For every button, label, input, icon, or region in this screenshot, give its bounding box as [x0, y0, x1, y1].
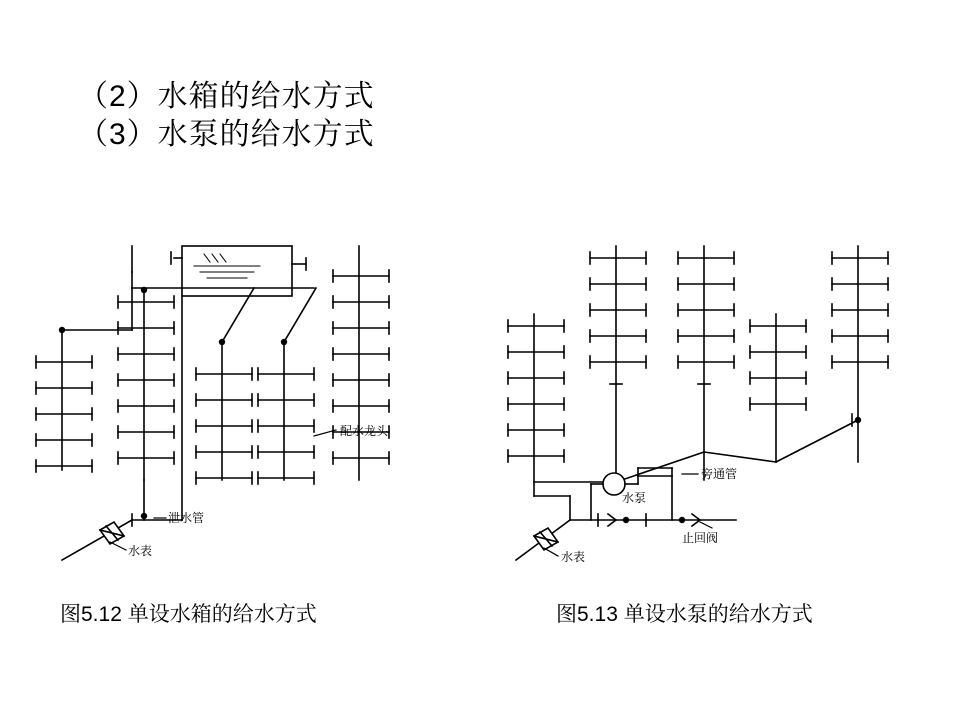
page-title-line-2: （3）水泵的给水方式: [78, 118, 375, 151]
water-tank-supply-svg: [14, 230, 464, 590]
figures-container: [0, 230, 960, 650]
label-water-meter-right: 水表: [561, 550, 586, 564]
label-faucet: 配水龙头: [340, 424, 389, 438]
label-drain-pipe: 泄水管: [168, 511, 205, 525]
label-pump: 水泵: [622, 491, 647, 505]
label-check-valve: 止回阀: [682, 531, 719, 545]
figure-caption-right: 图5.13 单设水泵的给水方式: [556, 603, 813, 626]
label-water-meter-left: 水表: [128, 544, 153, 558]
page-title-line-1: （2）水箱的给水方式: [78, 80, 375, 113]
water-pump-supply-svg: [486, 230, 946, 590]
label-bypass-pipe: 旁通管: [701, 467, 738, 481]
figure-right: [486, 230, 946, 590]
title-block: [78, 78, 778, 154]
figure-left: [14, 230, 464, 590]
figure-caption-left: 图5.12 单设水箱的给水方式: [60, 603, 317, 626]
